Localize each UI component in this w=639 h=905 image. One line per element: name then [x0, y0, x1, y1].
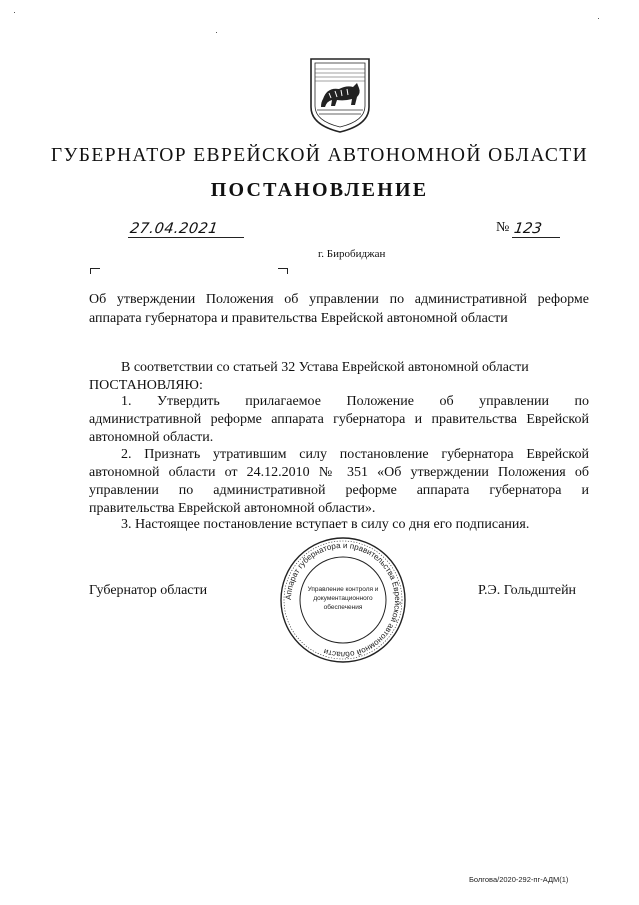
item-line: 1. Утвердить прилагаемое Положение об управлении по — [121, 394, 589, 409]
subject-line: Об утверждении Положения об управлении по административной реформе — [89, 292, 589, 307]
item-line: 3. Настоящее постановление вступает в силу со дня его подписания. — [121, 517, 530, 532]
authority-title: ГУБЕРНАТОР ЕВРЕЙСКОЙ АВТОНОМНОЙ ОБЛАСТИ — [50, 145, 589, 166]
scan-speck — [598, 18, 599, 19]
subject-corner-right-mark — [278, 268, 288, 274]
handwritten-number: 123 — [512, 221, 543, 237]
scan-speck — [216, 32, 217, 33]
number-label: № — [496, 220, 510, 235]
coat-of-arms-tiger-icon — [305, 55, 375, 135]
item-1-paragraph — [89, 393, 589, 447]
subject-corner-left-mark — [90, 268, 100, 274]
official-seal-stamp — [278, 535, 408, 665]
document-type-title: ПОСТАНОВЛЕНИЕ — [210, 179, 429, 201]
item-2-paragraph — [89, 446, 589, 518]
scan-speck — [14, 12, 15, 13]
signatory-name: Р.Э. Гольдштейн — [478, 583, 577, 598]
city-name: г. Биробиджан — [318, 248, 386, 260]
signatory-position: Губернатор области — [89, 583, 208, 598]
subject-line: аппарата губернатора и правительства Еврейской автономной области — [89, 311, 508, 326]
item-3-paragraph — [89, 516, 589, 534]
date-field — [128, 218, 244, 238]
seal-inner-line: обеспечения — [323, 604, 363, 611]
seal-inner-line: документационного — [313, 595, 373, 602]
number-field — [512, 218, 560, 238]
item-line: автономной области. — [89, 430, 214, 445]
item-line: правительства Еврейской автономной области». — [89, 501, 376, 516]
seal-outer-text: Аппарат губернатора и правительства Еврейской автономной области — [283, 540, 403, 660]
item-line: административной реформе аппарата губернатора и правительства Еврейской — [89, 412, 589, 427]
handwritten-date: 27.04.2021 — [128, 221, 220, 237]
footer-document-code: Болгова/2020-292-пг-АДМ(1) — [469, 875, 569, 884]
preamble-paragraph — [89, 359, 589, 395]
document-subject — [89, 290, 589, 328]
resolve-word: ПОСТАНОВЛЯЮ: — [89, 378, 203, 393]
item-line: управлении по административной реформе аппарата губернатора и — [89, 483, 589, 498]
seal-inner-line: Управление контроля и — [307, 586, 379, 593]
preamble-line: В соответствии со статьей 32 Устава Еврейской автономной области — [121, 360, 529, 375]
item-line: 2. Признать утратившим силу постановление губернатора Еврейской — [121, 447, 589, 462]
item-line: автономной области от 24.12.2010 № 351 «Об утверждении Положения об — [89, 465, 589, 480]
